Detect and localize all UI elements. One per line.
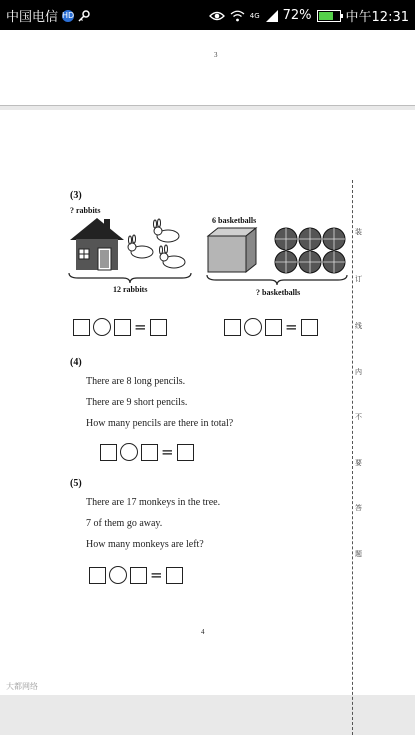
binding-char: 内 <box>355 368 362 376</box>
answer-box[interactable] <box>177 444 194 461</box>
binding-char: 要 <box>355 459 362 467</box>
answer-box[interactable] <box>89 567 106 584</box>
question-3-number: (3) <box>70 190 82 201</box>
equals-sign: = <box>161 442 174 461</box>
rabbits-total-label: 12 rabbits <box>113 285 148 294</box>
operator-circle[interactable] <box>120 443 138 461</box>
answer-box[interactable] <box>265 319 282 336</box>
operator-circle[interactable] <box>244 318 262 336</box>
binding-char: 线 <box>355 322 362 330</box>
basketballs-brace <box>206 274 348 286</box>
question-5-line-1: There are 17 monkeys in the tree. <box>86 497 221 508</box>
binding-dashed-line <box>352 180 353 735</box>
carrier-name: 中国电信 <box>6 10 59 25</box>
equation-pencils <box>100 443 194 461</box>
basketballs-unknown-label: ? basketballs <box>256 288 301 297</box>
binding-char: 装 <box>355 228 362 236</box>
wifi-icon <box>230 10 245 22</box>
answer-box[interactable] <box>166 567 183 584</box>
page-number: 4 <box>201 628 205 636</box>
equals-sign: = <box>150 565 163 584</box>
rabbits-image <box>128 220 190 272</box>
operator-circle[interactable] <box>93 318 111 336</box>
clock: 中午12:31 <box>345 10 409 25</box>
status-bar <box>0 0 415 30</box>
question-5-line-2: 7 of them go away. <box>86 518 163 529</box>
box-image <box>206 226 258 274</box>
page-number: 3 <box>214 51 218 59</box>
key-icon <box>78 10 90 22</box>
worksheet-page[interactable] <box>0 110 415 695</box>
equals-sign: = <box>134 317 147 336</box>
answer-box[interactable] <box>224 319 241 336</box>
question-4-line-3: How many pencils are there in total? <box>86 418 234 429</box>
signal-icon <box>265 10 278 22</box>
operator-circle[interactable] <box>109 566 127 584</box>
answer-box[interactable] <box>301 319 318 336</box>
battery-percent: 72% <box>282 8 312 23</box>
previous-page[interactable] <box>0 30 415 106</box>
answer-box[interactable] <box>73 319 90 336</box>
binding-char: 答 <box>355 504 362 512</box>
answer-box[interactable] <box>130 567 147 584</box>
answer-box[interactable] <box>114 319 131 336</box>
binding-char: 不 <box>355 413 362 421</box>
hd-badge: HD <box>62 10 75 20</box>
basketballs-known-label: 6 basketballs <box>212 216 257 225</box>
answer-box[interactable] <box>150 319 167 336</box>
network-type: 4G <box>249 11 260 20</box>
equation-rabbits <box>73 318 167 336</box>
question-4-line-2: There are 9 short pencils. <box>86 397 188 408</box>
question-5-line-3: How many monkeys are left? <box>86 539 204 550</box>
equation-monkeys <box>89 566 183 584</box>
answer-box[interactable] <box>141 444 158 461</box>
answer-box[interactable] <box>100 444 117 461</box>
equation-basketballs <box>224 318 318 336</box>
equals-sign: = <box>285 317 298 336</box>
battery-icon <box>317 10 341 22</box>
question-4-line-1: There are 8 long pencils. <box>86 376 186 387</box>
binding-char: 订 <box>355 275 362 283</box>
basketballs-image <box>272 226 348 274</box>
house-image <box>68 214 126 272</box>
binding-char: 题 <box>355 550 362 558</box>
rabbits-brace <box>68 272 192 284</box>
question-5-number: (5) <box>70 478 82 489</box>
question-4-number: (4) <box>70 357 82 368</box>
rabbits-unknown-label: ? rabbits <box>70 206 101 215</box>
eye-icon <box>209 10 225 22</box>
watermark: 大都网络 <box>6 682 38 691</box>
